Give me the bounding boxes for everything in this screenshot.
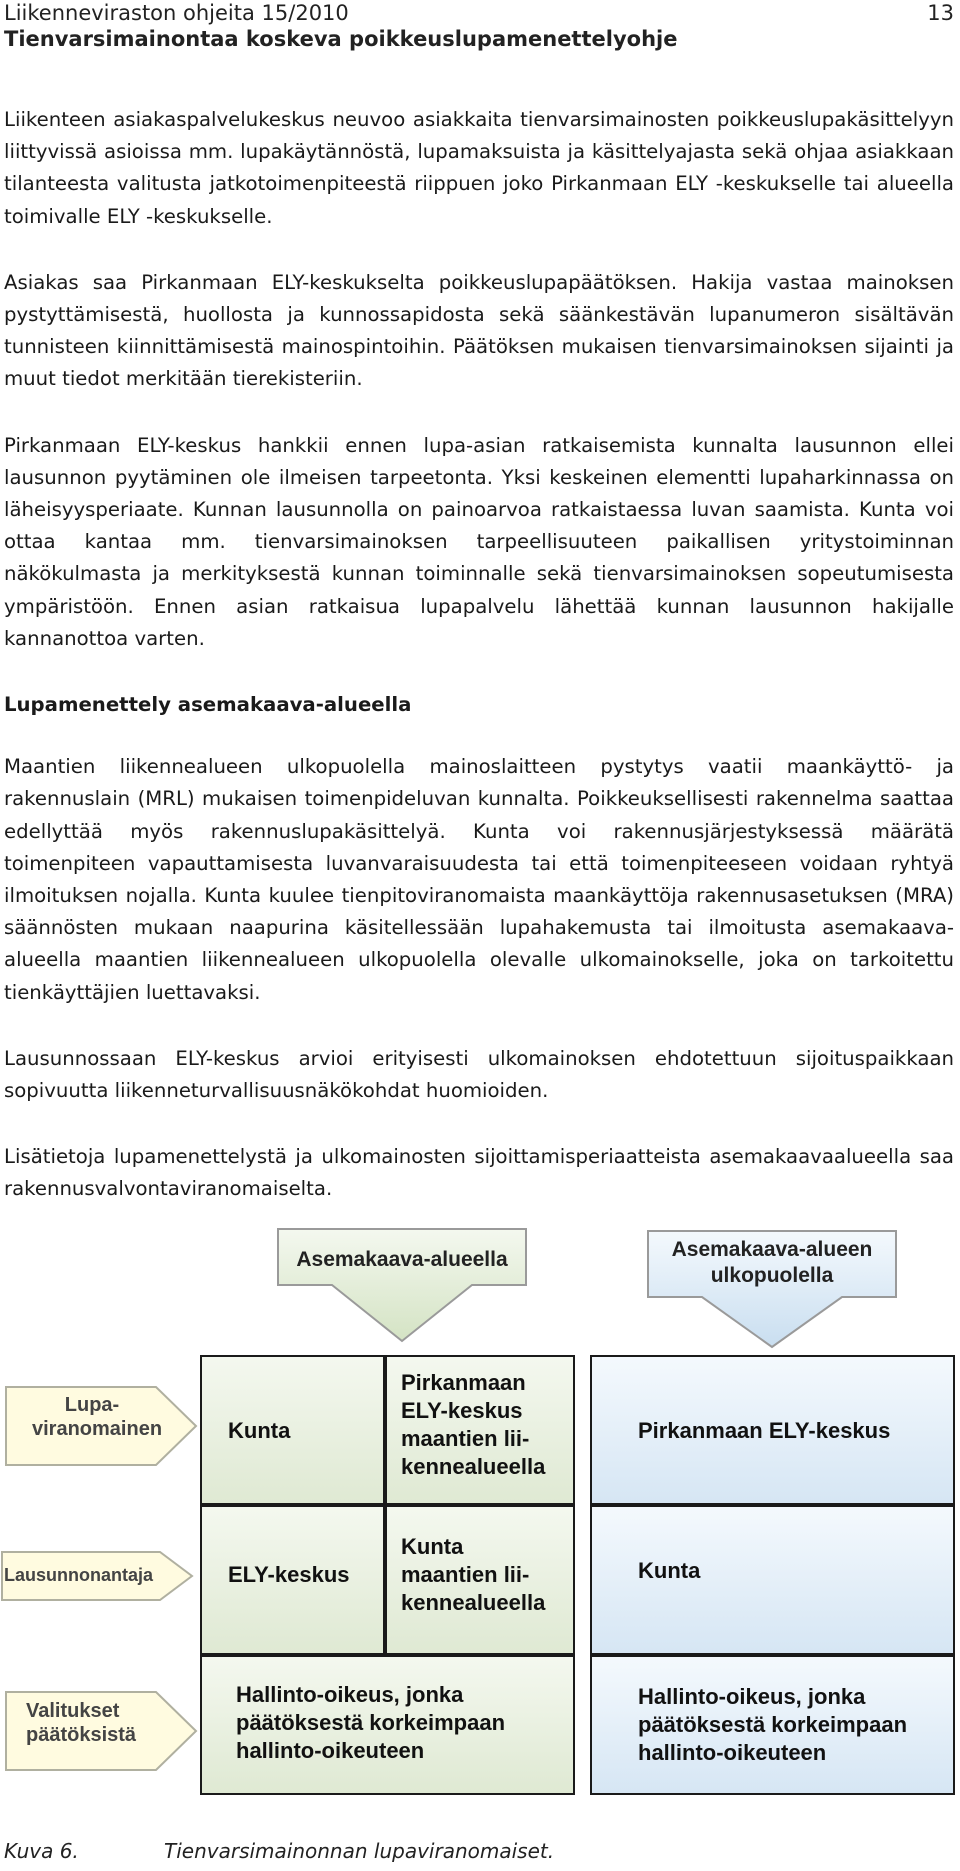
cell-appeal-outside — [590, 1655, 955, 1795]
body-text — [4, 104, 954, 1240]
paragraph: Lausunnossaan ELY-keskus arvioi erityisesti ulkomainoksen ehdotettuun sijoituspaikkaan sopivuutta liikenneturvallisuusnäkökohdat huomioiden. — [4, 1046, 954, 1103]
cell-text: Kunta — [228, 1418, 291, 1443]
column-header-outside: Asemakaava-alueen ulkopuolella — [671, 1238, 873, 1287]
cell-permit-inside-a — [200, 1355, 385, 1505]
row-label-permit-authority: Lupa- viranomainen — [32, 1394, 163, 1440]
cell-text: Pirkanmaan ELY-keskus — [638, 1418, 891, 1443]
cell-appeal-inside — [200, 1655, 575, 1795]
paragraph: Liikenteen asiakaspalvelukeskus neuvoo asiakkaita tienvarsimainosten poikkeuslupakäsittelyyn liittyvissä asioissa mm. lupakäytännöstä, lupamaksuista ja käsittelyajasta sekä ohjaa asiakkaan tilanteesta valitusta jatkotoimenpiteestä riippuen joko Pirkanmaan ELY -keskukselle tai alueella toimivalle ELY -keskukselle. — [4, 108, 954, 228]
cell-statement-inside-a — [200, 1505, 385, 1655]
cell-text: Hallinto-oikeus, jonka päätöksestä korkeimpaan hallinto-oikeuteen — [236, 1682, 506, 1763]
paragraph: Pirkanmaan ELY-keskus hankkii ennen lupa-asian ratkaisemista kunnalta lausunnon ellei lausunnon pyytäminen ole ilmeisen tarpeetonta. Yksi keskeinen elementti lupaharkinnassa on läheisyysperiaate. Kunnan lausunnolla on painoarvoa ratkaistaessa luvan saamista. Kunta voi ottaa kantaa mm. tienvarsimainoksen tarpeellisuuteen paikallisen yritystoiminnan näkökulmasta ja merkityksestä kunnan toiminnalle sekä tienvarsimainoksen sopeutumisesta ympäristöön. Ennen asian ratkaisua lupapalvelu lähettää kunnan lausunnon hakijalle kannanottoa varten. — [4, 433, 954, 650]
document-title: Tienvarsimainontaa koskeva poikkeuslupamenettelyohje — [4, 27, 678, 51]
cell-statement-outside — [590, 1505, 955, 1655]
cell-statement-inside-b — [385, 1505, 575, 1655]
permit-authority-diagram — [0, 1225, 960, 1815]
caption-text: Tienvarsimainonnan lupaviranomaiset. — [164, 1839, 555, 1863]
page-number: 13 — [927, 1, 954, 25]
publication-name: Liikenneviraston ohjeita 15/2010 — [4, 1, 349, 25]
paragraph: Lisätietoja lupamenettelystä ja ulkomainosten sijoittamisperiaatteista asemakaavaalueella saa rakennusvalvontaviranomaiselta. — [4, 1145, 954, 1201]
section-heading: Lupamenettely asemakaava-alueella — [4, 693, 412, 717]
cell-text: Kunta maantien lii- kennealueella — [401, 1534, 546, 1615]
cell-permit-outside — [590, 1355, 955, 1505]
figure-caption — [4, 1838, 555, 1864]
paragraph: Maantien liikennealueen ulkopuolella mainoslaitteen pystytys vaatii maankäyttö- ja rakennuslain (MRL) mukaisen toimenpideluvan kunnalta. Poikkeuksellisesti rakennelma saattaa edellyttää myös rakennuslupakäsittelyä. Kunta voi rakennusjärjestyksessä määrätä toimenpiteen vapauttamisesta luvanvaraisuudesta tai että toimenpiteeseen voidaan ryhtyä ilmoituksen nojalla. Kunta kuulee tienpitoviranomaista maankäyttöja rakennusasetuksen (MRA) säännösten mukaan naapurina käsitellessään lupahakemusta tai ilmoitusta asemakaava-alueella maantien liikennealueen ulkopuolella olevalle ulkomainokselle, joka on tarkoitettu tienkäyttäjien luettavaksi. — [4, 755, 954, 1004]
row-label-appeals: Valitukset päätöksistä — [26, 1700, 137, 1746]
cell-text: Pirkanmaan ELY-keskus maantien lii- kennealueella — [401, 1370, 546, 1479]
row-label-statement-giver: Lausunnonantaja — [4, 1565, 154, 1585]
cell-text: Hallinto-oikeus, jonka päätöksestä korkeimpaan hallinto-oikeuteen — [638, 1684, 908, 1765]
paragraph: Asiakas saa Pirkanmaan ELY-keskukselta poikkeuslupapäätöksen. Hakija vastaa mainoksen pystyttämisestä, huollosta ja kunnossapidosta sekä säänkestävän lupanumeron sisältävän tunnisteen kiinnittämisestä mainospintoihin. Päätöksen mukaisen tienvarsimainoksen sijainti ja muut tiedot merkitään tierekisteriin. — [4, 270, 954, 391]
page-header — [4, 0, 954, 52]
caption-label: Kuva 6. — [4, 1839, 79, 1863]
cell-text: Kunta — [638, 1558, 701, 1583]
cell-text: ELY-keskus — [228, 1562, 350, 1587]
column-header-inside: Asemakaava-alueella — [296, 1248, 508, 1271]
inside-plan-area-arrow — [272, 1225, 532, 1345]
cell-permit-inside-b — [385, 1355, 575, 1505]
